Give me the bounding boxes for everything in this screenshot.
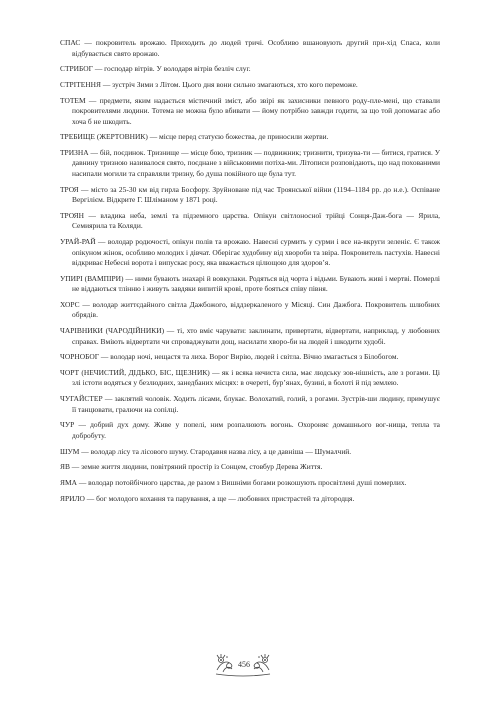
glossary-entry-shum: ШУМ — володар лісу та лісового шуму. Стародавня назва лісу, а це давніша — Шумалчий. [60, 446, 352, 456]
glossary-entry-trebyshche: ТРЕБИЩЕ (ЖЕРТОВНИК) — місце перед статуєю божества, де приносили жертви. [60, 132, 329, 142]
glossary-entry-yama: ЯМА — володар потойбічного царства, де разом з Вишніми богами розкошують просвітлені душі померлих. [60, 477, 407, 487]
glossary-entry-chuhaister: ЧУГАЙСТЕР — заклятий чоловік. Ходить лісами, блукає. Волохатий, голий, з рогами. Зустрів-ши людину, примушує її танцювати, гралючи на сопілці. [60, 394, 440, 414]
glossary-entry-stritennia: СТРІТЕННЯ — зустріч Зими з Літом. Цього дня вони сильно змагаються, хто кого переможе. [60, 79, 358, 89]
glossary-entry-chornobog: ЧОРНОБОГ — володар ночі, нещастя та лиха. Ворог Вирію, людей і світла. Вічно змагається з Білобогом. [60, 352, 399, 362]
glossary-entry-troia: ТРОЯ — місто за 25-30 км від гирла Босфору. Зруйноване під час Троянської війни (1194–1184 рр. до н.е.). Оспіване Вергілієм. Відкрите Г. Шліманом у 1871 році. [60, 184, 440, 205]
glossary-entry-khors: ХОРС — володар життєдайного світла Дажбожого, віддзеркаленого у Місяці. Син Дажбога. Покровитель шлюбних обрядів. [60, 299, 440, 320]
glossary-entry-upyri: УПИРІ (ВАМПІРИ) — ними бувають знахарі й вовкулаки. Родяться від чорта і відьми. Бувають живі і мертві. Померлі не віддаються тлінню і живуть завдяки випитій крові, проте бояться співу півня. [60, 273, 440, 294]
glossary-entry-totem: ТОТЕМ — предмети, яким надається містичний зміст, або звірі як захисники певного роду-пле-мені, що ставали покровителями людини. Тотема не можна було вбивати — йому потрібно завжди годити, за що той допомагає або хоча б не шкодить. [60, 95, 440, 126]
glossary-entry-urai-rai: УРАЙ-РАЙ — володар родючості, опікун полів та врожаю. Навесні сурмить у сурми і все на-вкруги зеленіє. Є також опікуном жінок, особливо молодих і дівчат. Оберігає худобину від хвороби та звіра. Покровитель пастухів. Навесні відкриває Небесні ворота і випускає росу, яка вважається цілющою для здоров’я. [60, 237, 440, 267]
glossary-entry-troian: ТРОЯН — владика неба, землі та підземного царства. Опікун світлоносної трійці Сонця-Даж-бога — Ярила, Семиярила та Коляди. [60, 210, 440, 231]
glossary-entry-chur: ЧУР — добрий дух дому. Живе у попелі, ним розпалюють вогонь. Охороняє домашнього вог-нища, тепла та добробуту. [60, 420, 440, 440]
glossary-entry-charivnyky: ЧАРІВНИКИ (ЧАРОДІЙНИКИ) — ті, хто вміє чарувати: заклинати, привертати, відвертати, наприклад, у любовних справах. Вміють відвертати чи спроваджувати дощ, насилати хворо-би на людей і шкодити худобі. [60, 326, 440, 346]
glossary-entry-stryboh: СТРИБОГ — господар вітрів. У володаря вітрів безліч слуг. [60, 64, 251, 74]
glossary-entry-spas: СПАС — покровитель врожаю. Приходить до людей тричі. Особливо вшановують другий при-хід Спаса, коли відбувається свято врожаю. [60, 38, 440, 58]
glossary-entry-chort: ЧОРТ (НЕЧИСТИЙ, ДІДЬКО, БІС, ЩЕЗНИК) — як і всяка нечиста сила, має людську зов-нішність, але з рогами. Ці злі істоти водяться у безлюдних, занедбаних місцях: в очереті, бур’янах, бузині, в болоті й під землею. [60, 367, 440, 388]
glossary-entry-tryzna: ТРИЗНА — бій, поєдинок. Тризнище — місце бою, тризник — подвижник; тризнити, тризува-ти — битися, гратися. У давнину тризною називалося свято, поєднане з військовими потіха-ми. Літописи розповідають, що над похованими насипали могили та справляли тризну, бо душа покійного ще була тут. [60, 147, 440, 178]
page-number: 456 [238, 660, 250, 669]
glossary-entry-yarylo: ЯРИЛО — бог молодого кохання та парування, а ще — любовних пристрастей та дітородця. [60, 493, 355, 503]
glossary-entry-yav: ЯВ — земне життя людини, повітряний простір із Сонцем, стовбур Дерева Життя. [60, 462, 323, 472]
glossary-entries [60, 38, 440, 509]
